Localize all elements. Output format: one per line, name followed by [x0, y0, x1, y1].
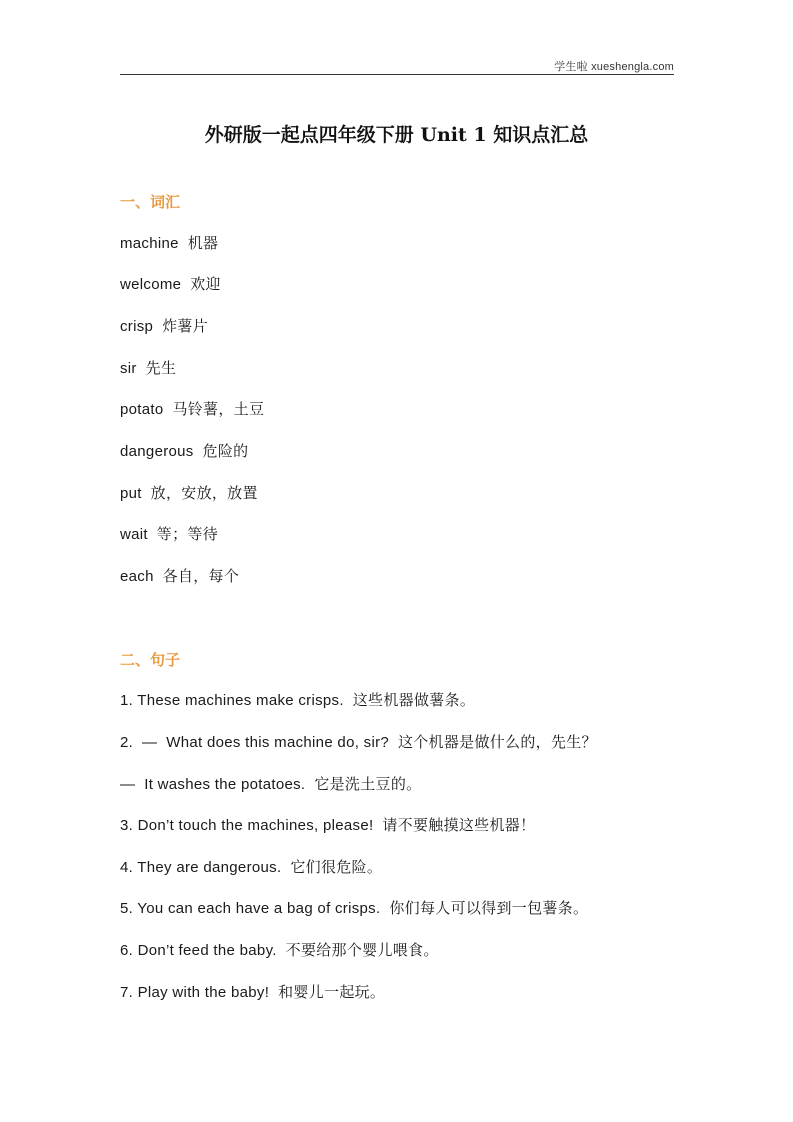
site-watermark: 学生啦 xueshengla.com	[554, 61, 674, 73]
sentence-item: 7. Play with the baby! 和婴儿一起玩。	[120, 984, 386, 1001]
page-title: 外研版一起点四年级下册 Unit 1 知识点汇总	[204, 124, 589, 146]
vocab-item: welcome 欢迎	[120, 276, 221, 293]
vocab-item: crisp 炸薯片	[120, 318, 209, 335]
sentences-heading: 二、句子	[120, 652, 181, 669]
vocab-item: dangerous 危险的	[120, 443, 249, 460]
sentence-item: 5. You can each have a bag of crisps. 你们每人可以得到一包薯条。	[120, 900, 589, 917]
sentence-item: 1. These machines make crisps. 这些机器做薯条。	[120, 692, 476, 709]
vocab-item: sir 先生	[120, 360, 177, 377]
vocabulary-heading: 一、词汇	[120, 194, 181, 211]
vocab-item: each 各自，每个	[120, 568, 240, 585]
sentence-item: 4. They are dangerous. 它们很危险。	[120, 859, 383, 876]
vocab-item: put 放，安放，放置	[120, 485, 258, 502]
vocab-item: machine 机器	[120, 235, 219, 252]
sentence-item: 6. Don’t feed the baby. 不要给那个婴儿喂食。	[120, 942, 439, 959]
page-header	[120, 56, 674, 75]
sentence-item: 2. — What does this machine do, sir? 这个机器是做什么的，先生？	[120, 734, 597, 751]
vocab-item: potato 马铃薯，土豆	[120, 401, 265, 418]
sentence-item: 3. Don’t touch the machines, please! 请不要触摸这些机器！	[120, 817, 536, 834]
sentence-item: — It washes the potatoes. 它是洗土豆的。	[120, 776, 422, 793]
vocab-item: wait 等；等待	[120, 526, 219, 543]
